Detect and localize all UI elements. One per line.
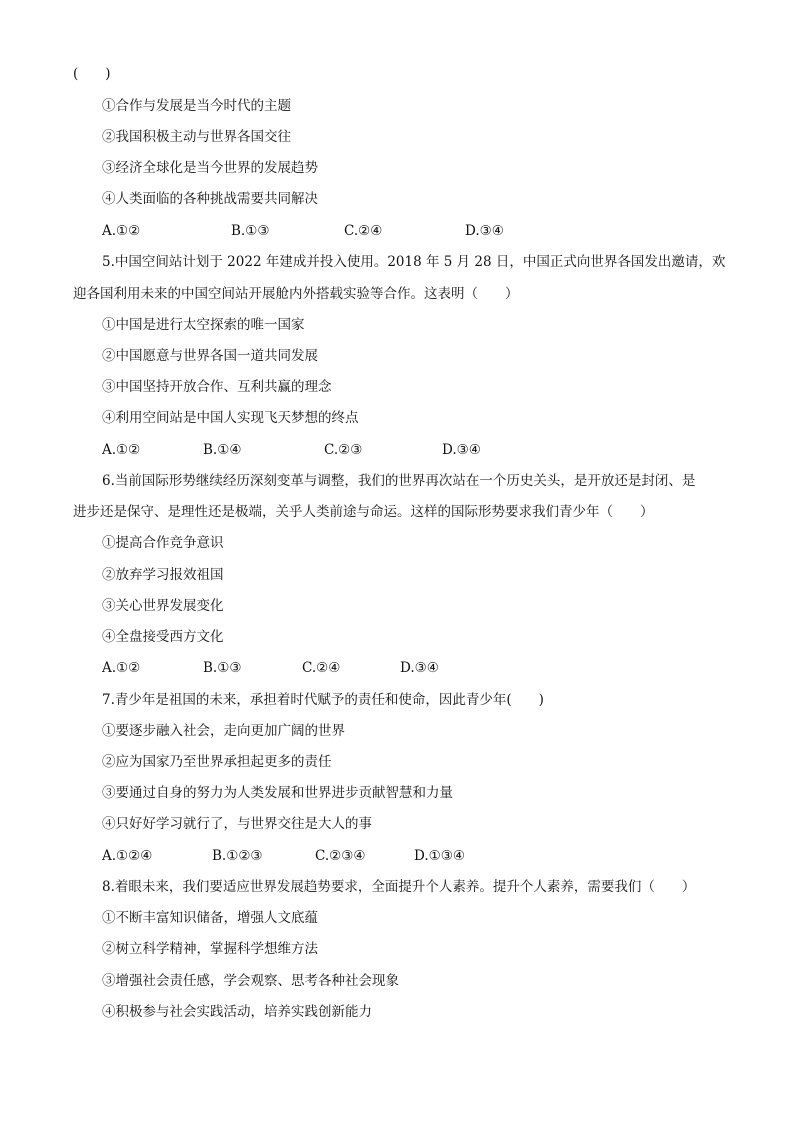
- q6-stem-line-2: 进步还是保守、是理性还是极端，关乎人类前途与命运。这样的国际形势要求我们青少年（ ）: [73, 504, 654, 520]
- q7-item-2: ②应为国家乃至世界承担起更多的责任: [102, 754, 332, 770]
- q6-stem-line-1: 6.当前国际形势继续经历深刻变革与调整，我们的世界再次站在一个历史关头，是开放还是封闭、是: [102, 473, 696, 489]
- q6-choice-a: A.①②: [102, 660, 141, 676]
- q4-item-4: ④人类面临的各种挑战需要共同解决: [102, 191, 318, 207]
- q7-choice-b: B.①②③: [212, 848, 263, 864]
- q6-choice-b: B.①③: [203, 660, 242, 676]
- q4-choice-b: B.①③: [231, 223, 270, 239]
- q5-choice-b: B.①④: [203, 442, 242, 458]
- q8-item-4: ④积极参与社会实践活动，培养实践创新能力: [102, 1004, 372, 1020]
- q5-stem-line-1: 5.中国空间站计划于 2022 年建成并投入使用。2018 年 5 月 28 日，中国正式向世界各国发出邀请，欢: [102, 254, 726, 270]
- q6-item-3: ③关心世界发展变化: [102, 598, 224, 614]
- q5-item-4: ④利用空间站是中国人实现飞天梦想的终点: [102, 410, 359, 426]
- q4-item-3: ③经济全球化是当今世界的发展趋势: [102, 160, 318, 176]
- q6-item-1: ①提高合作竞争意识: [102, 535, 224, 551]
- q7-stem-line-1: 7.青少年是祖国的未来，承担着时代赋予的责任和使命，因此青少年( ): [102, 692, 544, 708]
- q8-item-1: ①不断丰富知识储备，增强人文底蕴: [102, 910, 318, 926]
- q7-item-3: ③要通过自身的努力为人类发展和世界进步贡献智慧和力量: [102, 785, 453, 801]
- q7-choice-c: C.②③④: [315, 848, 366, 864]
- q6-item-2: ②放弃学习报效祖国: [102, 567, 224, 583]
- q5-item-1: ①中国是进行太空探索的唯一国家: [102, 317, 305, 333]
- q5-item-3: ③中国坚持开放合作、互利共赢的理念: [102, 379, 332, 395]
- q8-item-2: ②树立科学精神，掌握科学想维方法: [102, 941, 318, 957]
- q6-item-4: ④全盘接受西方文化: [102, 629, 224, 645]
- q4-choice-a: A.①②: [102, 223, 141, 239]
- q4-paren: ( ): [73, 66, 111, 82]
- q6-choice-c: C.②④: [302, 660, 341, 676]
- q5-choice-c: C.②③: [324, 442, 363, 458]
- q7-item-1: ①要逐步融入社会，走向更加广阔的世界: [102, 723, 345, 739]
- q8-stem-line-1: 8.着眼未来，我们要适应世界发展趋势要求，全面提升个人素养。提升个人素养，需要我们（ ）: [102, 879, 696, 895]
- q7-choice-a: A.①②④: [102, 848, 153, 864]
- q5-choice-d: D.③④: [442, 442, 481, 458]
- q5-stem-line-2: 迎各国利用未来的中国空间站开展舱内外搭载实验等合作。这表明（ ）: [73, 286, 519, 302]
- q4-choice-d: D.③④: [465, 223, 504, 239]
- q5-choice-a: A.①②: [102, 442, 141, 458]
- q7-item-4: ④只好好学习就行了，与世界交往是大人的事: [102, 816, 372, 832]
- q5-item-2: ②中国愿意与世界各国一道共同发展: [102, 348, 318, 364]
- q4-choice-c: C.②④: [344, 223, 383, 239]
- q6-choice-d: D.③④: [400, 660, 439, 676]
- q4-item-1: ①合作与发展是当今时代的主题: [102, 98, 291, 114]
- q8-item-3: ③增强社会责任感，学会观察、思考各种社会现象: [102, 973, 399, 989]
- q4-item-2: ②我国积极主动与世界各国交往: [102, 129, 291, 145]
- q7-choice-d: D.①③④: [414, 848, 465, 864]
